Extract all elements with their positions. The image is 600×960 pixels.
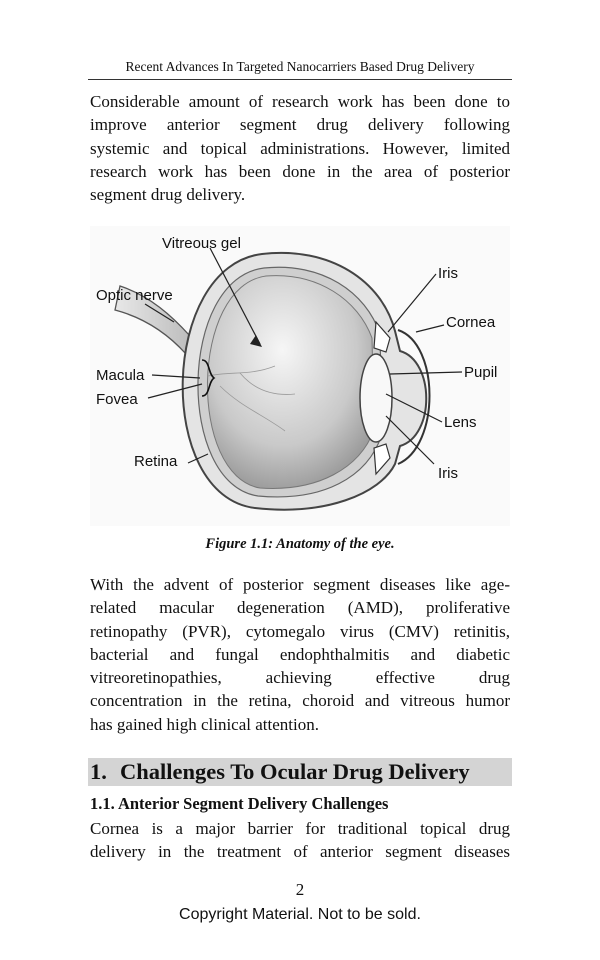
paragraph-line: With the advent of posterior segment diseases like age-	[90, 575, 510, 594]
paragraph-line: concentration in the retina, choroid and vitreous humor	[90, 691, 510, 711]
paragraph-line: segment drug delivery.	[90, 185, 246, 205]
section-number: 1.	[90, 759, 107, 784]
paragraph-line: research work has been done in the area of posterior	[90, 161, 510, 181]
subsection-heading: 1.1. Anterior Segment Delivery Challenges	[90, 794, 389, 813]
label-cornea: Cornea	[446, 314, 496, 331]
page-number: 2	[295, 880, 305, 899]
diseases-paragraph	[90, 573, 510, 736]
paragraph-line: related macular degeneration (AMD), proliferative	[90, 598, 510, 618]
paragraph-line: Cornea is a major barrier for traditional topical drug	[90, 819, 510, 838]
paragraph-line: has gained high clinical attention.	[90, 714, 319, 734]
label-pupil: Pupil	[464, 364, 498, 381]
section-title-text: Challenges To Ocular Drug Delivery	[120, 759, 470, 784]
copyright-footer: Copyright Material. Not to be sold.	[179, 906, 421, 923]
paragraph-line: vitreoretinopathies, achieving effective drug	[90, 668, 510, 688]
vitreous-body	[207, 276, 374, 489]
paragraph-line: delivery in the treatment of anterior segment diseases	[90, 842, 510, 862]
running-header: Recent Advances In Targeted Nanocarriers Based Drug Delivery	[125, 59, 475, 74]
paragraph-line: Considerable amount of research work has been done to	[90, 92, 510, 111]
label-vitreous-gel: Vitreous gel	[162, 235, 241, 252]
paragraph-line: retinopathy (PVR), cytomegalo virus (CMV) retinitis,	[90, 621, 510, 641]
label-retina: Retina	[134, 453, 178, 470]
label-iris-top: Iris	[438, 265, 458, 282]
section-heading	[90, 757, 470, 787]
label-fovea: Fovea	[96, 391, 138, 408]
header-rule	[88, 79, 512, 80]
eye-anatomy-figure	[90, 226, 510, 526]
paragraph-line: bacterial and fungal endophthalmitis and diabetic	[90, 644, 510, 664]
paragraph-line: improve anterior segment drug delivery following	[90, 115, 510, 135]
paragraph-line: systemic and topical administrations. However, limited	[90, 138, 510, 158]
eye-diagram	[90, 226, 510, 526]
label-optic-nerve: Optic nerve	[96, 287, 173, 304]
intro-paragraph	[90, 90, 510, 206]
label-lens: Lens	[444, 414, 477, 431]
lens-shape	[360, 354, 392, 442]
label-macula: Macula	[96, 367, 145, 384]
cornea-paragraph	[90, 817, 510, 864]
figure-caption: Figure 1.1: Anatomy of the eye.	[205, 536, 395, 552]
label-iris-bottom: Iris	[438, 465, 458, 482]
